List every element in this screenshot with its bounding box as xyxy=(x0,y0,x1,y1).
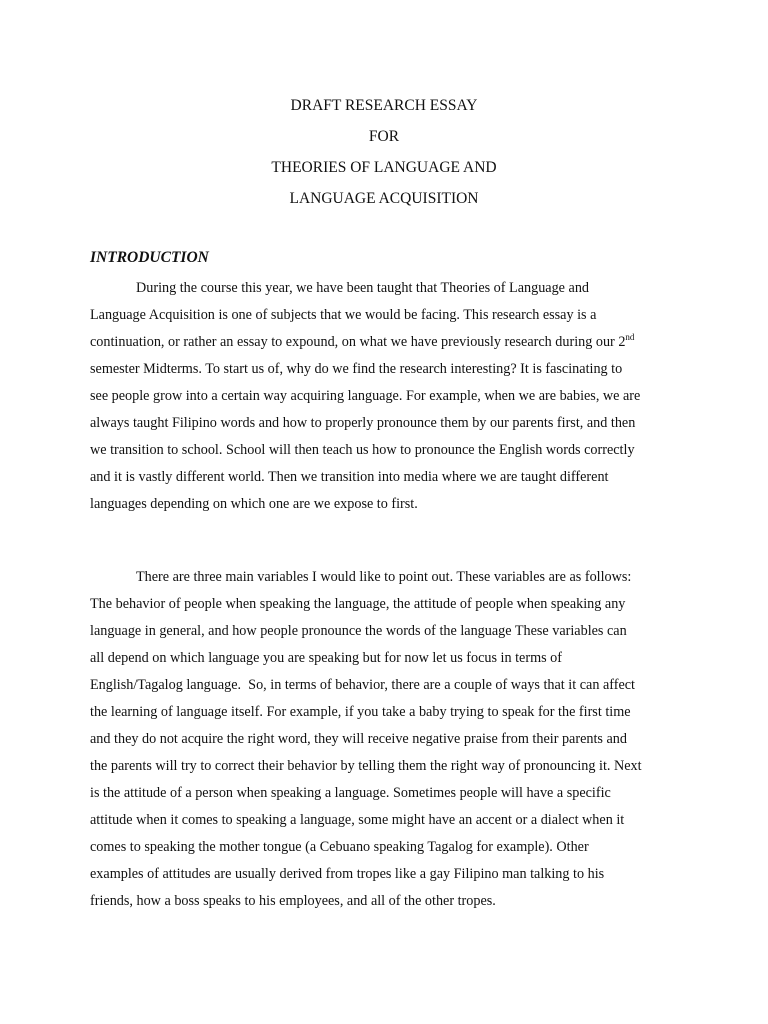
paragraph-line: Language Acquisition is one of subjects that we would be facing. This research essay is a xyxy=(90,307,597,323)
paragraph-line: the learning of language itself. For example, if you take a baby trying to speak for the first time xyxy=(90,704,631,720)
paragraph-line: language in general, and how people pronounce the words of the language These variables can xyxy=(90,623,627,639)
title-line-1: DRAFT RESEARCH ESSAY xyxy=(290,97,478,114)
paragraph-1 xyxy=(90,275,680,518)
ordinal-superscript: nd xyxy=(625,332,635,342)
paragraph-line: The behavior of people when speaking the language, the attitude of people when speaking any xyxy=(90,596,626,612)
paragraph-line: we transition to school. School will then teach us how to pronounce the English words correctly xyxy=(90,442,635,458)
essay-title xyxy=(0,90,768,214)
paragraph-line: is the attitude of a person when speaking a language. Sometimes people will have a specific xyxy=(90,785,611,801)
paragraph-line-with-superscript xyxy=(90,329,680,356)
paragraph-line: semester Midterms. To start us of, why do we find the research interesting? It is fascinating to xyxy=(90,361,623,377)
title-line-4: LANGUAGE ACQUISITION xyxy=(289,190,479,207)
title-line-3: THEORIES OF LANGUAGE AND xyxy=(271,159,497,176)
paragraph-line: examples of attitudes are usually derived from tropes like a gay Filipino man talking to his xyxy=(90,866,605,882)
paragraph-line: and it is vastly different world. Then we transition into media where we are taught different xyxy=(90,469,609,485)
paragraph-line: friends, how a boss speaks to his employees, and all of the other tropes. xyxy=(90,893,496,909)
paragraph-line: see people grow into a certain way acquiring language. For example, when we are babies, we are xyxy=(90,388,641,404)
paragraph-line: There are three main variables I would like to point out. These variables are as follows: xyxy=(136,569,632,585)
paragraph-line: comes to speaking the mother tongue (a Cebuano speaking Tagalog for example). Other xyxy=(90,839,589,855)
section-heading-introduction: INTRODUCTION xyxy=(90,249,209,266)
paragraph-line: all depend on which language you are speaking but for now let us focus in terms of xyxy=(90,650,563,666)
paragraph-line: the parents will try to correct their behavior by telling them the right way of pronouncing it. Next xyxy=(90,758,642,774)
paragraph-line: always taught Filipino words and how to properly pronounce them by our parents first, and then xyxy=(90,415,636,431)
paragraph-line: languages depending on which one are we expose to first. xyxy=(90,496,418,512)
paragraph-line: During the course this year, we have been taught that Theories of Language and xyxy=(136,280,590,296)
paragraph-2 xyxy=(90,564,680,915)
title-line-2: FOR xyxy=(368,128,400,145)
paragraph-line: and they do not acquire the right word, they will receive negative praise from their parents and xyxy=(90,731,627,747)
paragraph-line-text: continuation, or rather an essay to expound, on what we have previously research during our 2 xyxy=(90,334,626,350)
paragraph-line: attitude when it comes to speaking a language, some might have an accent or a dialect when it xyxy=(90,812,625,828)
paragraph-line: English/Tagalog language. So, in terms of behavior, there are a couple of ways that it can affect xyxy=(90,677,635,693)
